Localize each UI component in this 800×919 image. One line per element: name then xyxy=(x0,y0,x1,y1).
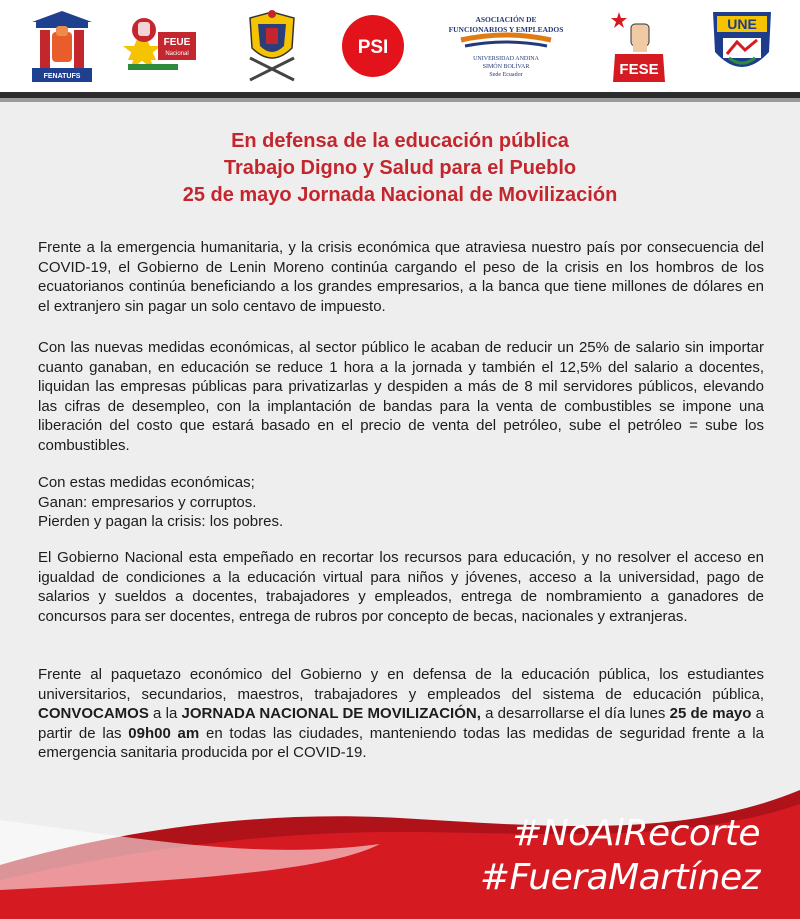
fese-label: FESE xyxy=(619,61,659,78)
asociacion-line2: FUNCIONARIOS Y EMPLEADOS xyxy=(448,25,564,34)
p5-bold-time: 09h00 am xyxy=(128,724,200,742)
p5-text-2: a la xyxy=(148,705,182,723)
paragraph-3 xyxy=(38,473,764,532)
paragraph-5 xyxy=(38,665,764,763)
une-label: UNE xyxy=(727,16,757,32)
feue-sublabel: Nacional xyxy=(165,51,189,57)
p5-text-5: en todas las ciudades, manteniendo todas las medidas de seguridad frente a la emergencia sanitaria producida por el COVID-19. xyxy=(38,724,764,762)
hashtag-fuera-martinez: #FueraMartínez xyxy=(479,857,760,898)
asociacion-line4: SIMÓN BOLÍVAR xyxy=(482,64,530,70)
psi-label: PSI xyxy=(357,37,389,58)
p5-text-3: a desarrollarse el día lunes xyxy=(480,705,670,723)
asociacion-line5: Sede Ecuador xyxy=(489,72,523,78)
p5-bold-convocamos: CONVOCAMOS xyxy=(38,705,149,723)
p5-bold-jornada: JORNADA NACIONAL DE MOVILIZACIÓN, xyxy=(181,705,481,723)
title-line-3: 25 de mayo Jornada Nacional de Movilización xyxy=(182,184,618,206)
title-line-2: Trabajo Digno y Salud para el Pueblo xyxy=(223,157,577,179)
p5-bold-date: 25 de mayo xyxy=(669,705,752,723)
paragraph-3-line-1: Con estas medidas económicas; xyxy=(38,474,255,491)
fenatufs-label: FENATUFS xyxy=(43,73,81,80)
psi-logo xyxy=(338,8,408,84)
fenatufs-logo xyxy=(24,8,100,84)
crest-logo xyxy=(240,8,304,84)
paragraph-2: Con las nuevas medidas económicas, al sector público le acaban de reducir un 25% de salario sin importar cuanto ganaban, en educación se reduce 1 hora a la jornada y también el 12,5% del salario a docentes, liquidan las empresas públicas para privatizarlas y despiden a más de 8 mil servidores públicos, elevando las cifras de desempleo, con la implantación de bandas para la venta de combustibles se impone una liberación del costo que estará basado en el precio de venta del petróleo, sube el petróleo = sube los combustibles. xyxy=(38,339,764,454)
feue-logo xyxy=(118,8,204,84)
fese-logo xyxy=(604,8,674,84)
hashtags xyxy=(480,812,760,900)
page-title xyxy=(0,128,800,209)
paragraph-3-line-3: Pierden y pagan la crisis: los pobres. xyxy=(38,513,284,531)
une-logo xyxy=(706,8,778,84)
p5-text-4: a partir de las xyxy=(38,705,764,742)
asociacion-line3: UNIVERSIDAD ANDINA xyxy=(473,56,539,62)
feue-label: FEUE xyxy=(163,37,191,48)
asociacion-line1: ASOCIACIÓN DE xyxy=(475,15,537,24)
paragraph-4: El Gobierno Nacional esta empeñado en recortar los recursos para educación, y no resolver el acceso en igualdad de condiciones a la educación virtual para niños y jóvenes, acceso a la universidad, pago de salarios y sueldos a docentes, trabajadores y empleados, entrega de nombramiento a ganadores de concursos para ser docentes, entrega de rubros por concepto de becas, nacionales y extranjeras. xyxy=(38,549,764,625)
paragraph-3-line-2: Ganan: empresarios y corruptos. xyxy=(38,493,257,511)
p5-text-1: Frente al paquetazo económico del Gobierno y en defensa de la educación pública, los estudiantes universitarios, secundarios, maestros, trabajadores y empleados del sistema de educación pública, xyxy=(38,666,764,703)
logo-bar xyxy=(0,0,800,92)
title-line-1: En defensa de la educación pública xyxy=(231,130,569,152)
asociacion-logo xyxy=(440,8,572,84)
paragraph-1: Frente a la emergencia humanitaria, y la crisis económica que atraviesa nuestro país por consecuencia del COVID-19, el Gobierno de Lenin Moreno continúa cargando el peso de la crisis en los hombros de los ecuatorianos continúa beneficiando a los grandes empresarios, a la banca que tiene millones de dólares en el extranjero sin pagar un solo centavo de impuesto. xyxy=(38,239,764,315)
hashtag-no-al-recorte: #NoAlRecorte xyxy=(512,813,760,854)
